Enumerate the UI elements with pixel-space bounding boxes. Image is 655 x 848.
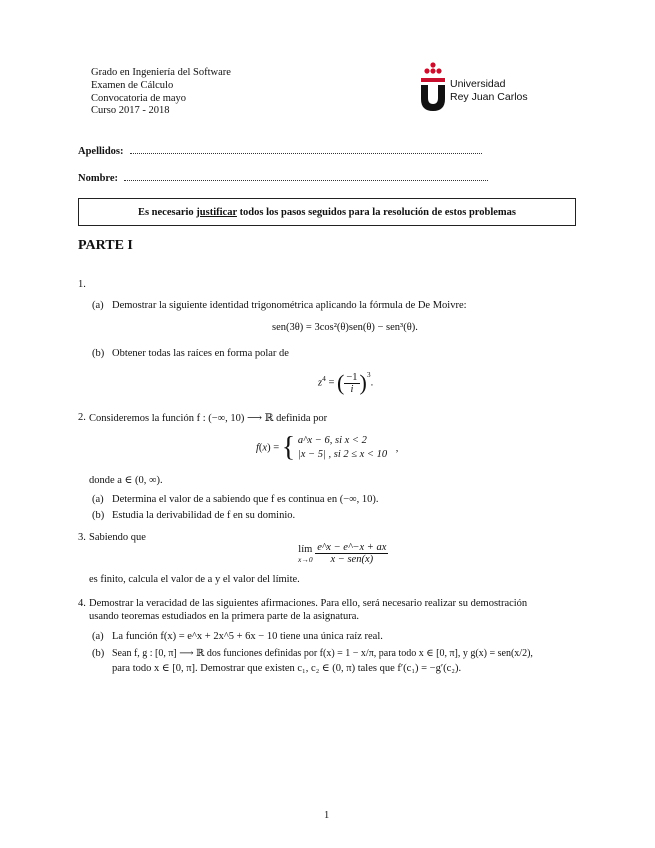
problem-2b-text: Estudia la derivabilidad de f en su dominio. xyxy=(112,510,296,521)
problem-2b-label: (b) xyxy=(92,510,105,521)
problem-1a-text: Demostrar la siguiente identidad trigonométrica aplicando la fórmula de De Moivre: xyxy=(112,300,467,311)
name-label: Nombre: xyxy=(78,173,119,184)
notice-text-after: todos los pasos seguidos para la resolución de estos problemas xyxy=(236,207,517,218)
problem-1a-label: (a) xyxy=(92,300,104,311)
problem-2-piecewise: f(x) = { a^x − 6, si x < 2 |x − 5| , si 2 ≤ x < 10 , xyxy=(256,432,399,463)
course-header xyxy=(91,67,231,118)
name-field xyxy=(78,172,488,184)
limit-numerator: e^x − e^−x + ax xyxy=(317,542,387,553)
problem-4-number: 4. xyxy=(78,598,86,609)
urjc-emblem-icon xyxy=(418,62,448,112)
surname-line[interactable] xyxy=(130,145,482,154)
problem-2-number: 2. xyxy=(78,412,86,423)
surname-label: Apellidos: xyxy=(78,146,124,157)
problem-2-text: Consideremos la función f : (−∞, 10) ⟶ ℝ definida por xyxy=(89,413,328,424)
problem-4-line-2: usando teoremas estudiados en la primera parte de la asignatura. xyxy=(89,611,359,622)
problem-4-line-1: Demostrar la veracidad de las siguientes afirmaciones. Para ello, será necesario realizar su demostración xyxy=(89,598,528,609)
name-line[interactable] xyxy=(124,172,488,181)
surname-field xyxy=(78,145,482,157)
limit-denominator: x − sen(x) xyxy=(330,554,374,565)
notice-emphasis: justificar xyxy=(196,207,237,218)
problem-1b-text: Obtener todas las raíces en forma polar de xyxy=(112,348,289,359)
problem-2-domain: donde a ∈ (0, ∞). xyxy=(89,475,163,486)
logo-line-1: Universidad xyxy=(450,78,506,90)
page-number: 1 xyxy=(324,810,330,821)
part-title: PARTE I xyxy=(78,238,133,253)
problem-3-number: 3. xyxy=(78,532,86,543)
problem-4a-text: La función f(x) = e^x + 2x^5 + 6x − 10 tiene una única raíz real. xyxy=(112,631,383,642)
problem-2a-label: (a) xyxy=(92,494,104,505)
notice-text-before: Es necesario xyxy=(137,207,197,218)
problem-1b-label: (b) xyxy=(92,348,105,359)
problem-1-number: 1. xyxy=(78,279,86,290)
year-line: Curso 2017 - 2018 xyxy=(91,105,170,117)
piecewise-case-2: |x − 5| , si 2 ≤ x < 10 xyxy=(297,449,388,460)
problem-3-question: es finito, calcula el valor de a y el valor del límite. xyxy=(89,574,300,585)
problem-4b-line-1: Sean f, g : [0, π] ⟶ ℝ dos funciones definidas por f(x) = 1 − x/π, para todo x ∈ [0, π], y g(x) = sen(x/2), xyxy=(112,648,533,659)
logo-line-2: Rey Juan Carlos xyxy=(450,91,528,103)
notice-box xyxy=(78,198,576,226)
problem-3-limit: lím x→0 $\frac{e\^{}x - e\^{}-x + ax}{\text{x − sen(x)}}$ xyxy=(298,542,387,565)
problem-4b-label: (b) xyxy=(92,648,105,659)
problem-4b-line-2: para todo x ∈ [0, π]. Demostrar que existen c₁, c₂ ∈ (0, π) tales que f′(c₁) = −g′(c₂). xyxy=(112,663,462,674)
problem-3-text: Sabiendo que xyxy=(89,532,146,543)
exam-line: Examen de Cálculo xyxy=(91,79,174,91)
problem-1a-equation: sen(3θ) = 3cos²(θ)sen(θ) − sen³(θ). xyxy=(272,322,418,333)
degree-line: Grado en Ingeniería del Software xyxy=(91,67,231,78)
piecewise-case-1: a^x − 6, si x < 2 xyxy=(297,435,367,446)
university-logo xyxy=(418,62,533,114)
problem-4a-label: (a) xyxy=(92,631,104,642)
problem-1b-equation: $z^4$ = ( $\frac{-1}{i}$ )$^3$. xyxy=(318,370,374,395)
problem-2a-text: Determina el valor de a sabiendo que f es continua en (−∞, 10). xyxy=(112,494,379,505)
session-line: Convocatoria de mayo xyxy=(91,92,187,104)
